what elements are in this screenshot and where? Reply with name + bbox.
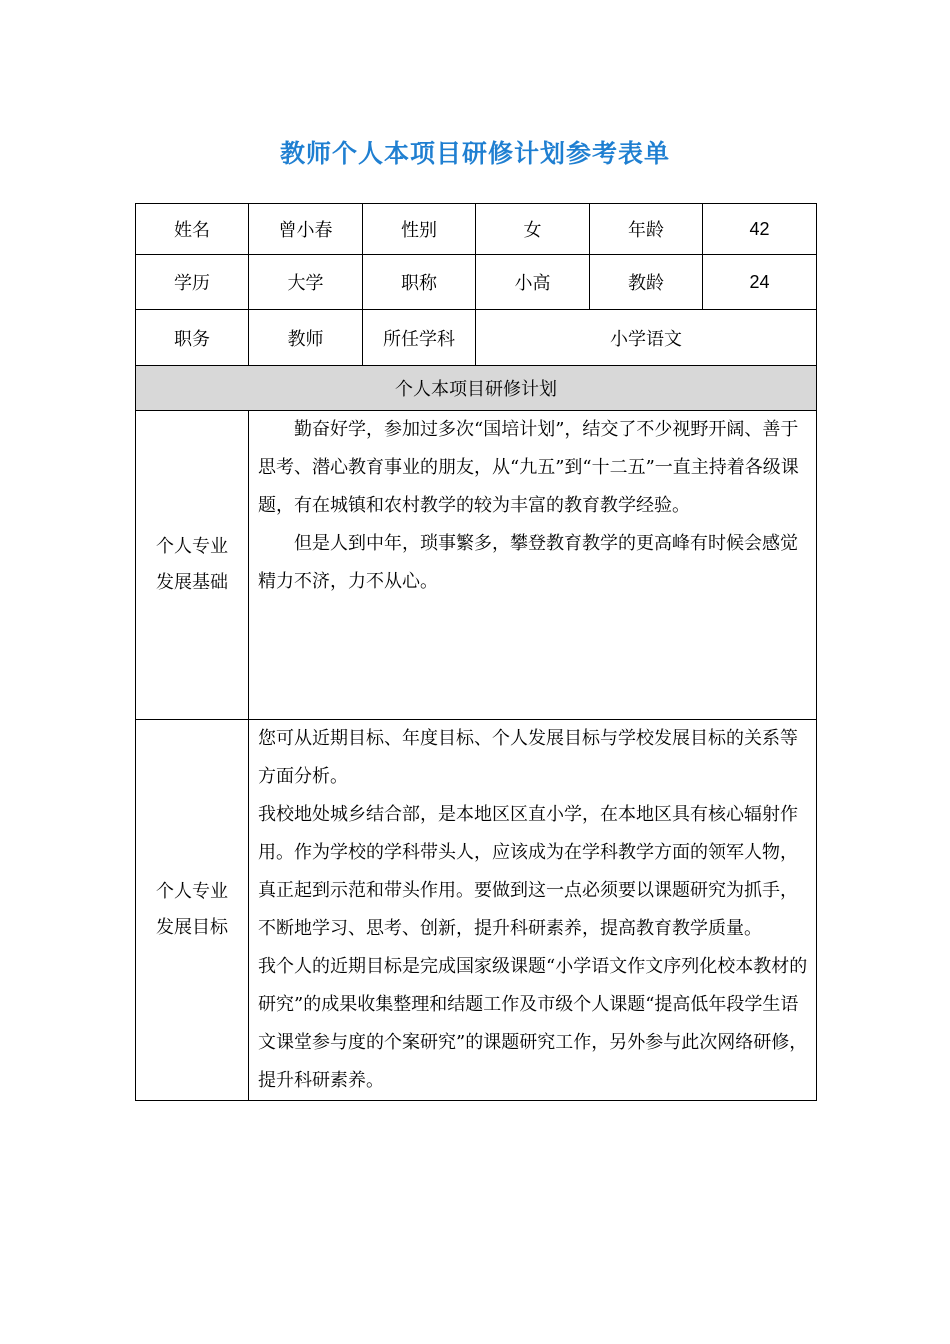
info-row-3 [136, 310, 817, 366]
professional-title-value: 小高 [476, 255, 590, 310]
goals-label-line1: 个人专业 [156, 881, 228, 902]
foundation-label [136, 411, 249, 720]
teaching-years-value: 24 [703, 255, 817, 310]
subject-label: 所任学科 [363, 310, 476, 366]
position-label: 职务 [136, 310, 249, 366]
info-row-1 [136, 204, 817, 255]
goals-row [136, 720, 817, 1101]
goals-paragraph: 我校地处城乡结合部，是本地区区直小学，在本地区具有核心辐射作用。作为学校的学科带头人，应该成为在学科教学方面的领军人物，真正起到示范和带头作用。要做到这一点必须要以课题研究为抓手，不断地学习、思考、创新，提升科研素养，提高教育教学质量。 [258, 804, 798, 939]
age-value: 42 [703, 204, 817, 255]
subject-value: 小学语文 [476, 310, 817, 366]
goals-paragraph: 我个人的近期目标是完成国家级课题“小学语文作文序列化校本教材的研究”的成果收集整理和结题工作及市级个人课题“提高低年段学生语文课堂参与度的个案研究”的课题研究工作，另外参与此次网络研修，提升科研素养。 [258, 956, 808, 1091]
gender-label: 性别 [363, 204, 476, 255]
goals-label-line2: 发展目标 [156, 917, 228, 938]
education-label: 学历 [136, 255, 249, 310]
foundation-label-line2: 发展基础 [156, 572, 228, 593]
education-value: 大学 [249, 255, 363, 310]
goals-content [249, 720, 817, 1101]
teaching-years-label: 教龄 [590, 255, 703, 310]
plan-form-table [135, 203, 817, 1101]
foundation-paragraph: 勤奋好学，参加过多次“国培计划”，结交了不少视野开阔、善于思考、潜心教育事业的朋友，从“九五”到“十二五”一直主持着各级课题，有在城镇和农村教学的较为丰富的教育教学经验。 [258, 419, 799, 516]
goals-label [136, 720, 249, 1101]
goals-paragraph: 您可从近期目标、年度目标、个人发展目标与学校发展目标的关系等方面分析。 [258, 728, 798, 787]
document-title: 教师个人本项目研修计划参考表单 [279, 139, 670, 168]
foundation-row [136, 411, 817, 720]
name-label: 姓名 [136, 204, 249, 255]
info-row-2 [136, 255, 817, 310]
foundation-content [249, 411, 817, 720]
foundation-label-line1: 个人专业 [156, 536, 228, 557]
plan-section-header: 个人本项目研修计划 [136, 366, 817, 411]
name-value: 曾小春 [249, 204, 363, 255]
plan-header-row [136, 366, 817, 411]
gender-value: 女 [476, 204, 590, 255]
age-label: 年龄 [590, 204, 703, 255]
professional-title-label: 职称 [363, 255, 476, 310]
foundation-paragraph: 但是人到中年，琐事繁多，攀登教育教学的更高峰有时候会感觉精力不济，力不从心。 [258, 533, 798, 592]
position-value: 教师 [249, 310, 363, 366]
